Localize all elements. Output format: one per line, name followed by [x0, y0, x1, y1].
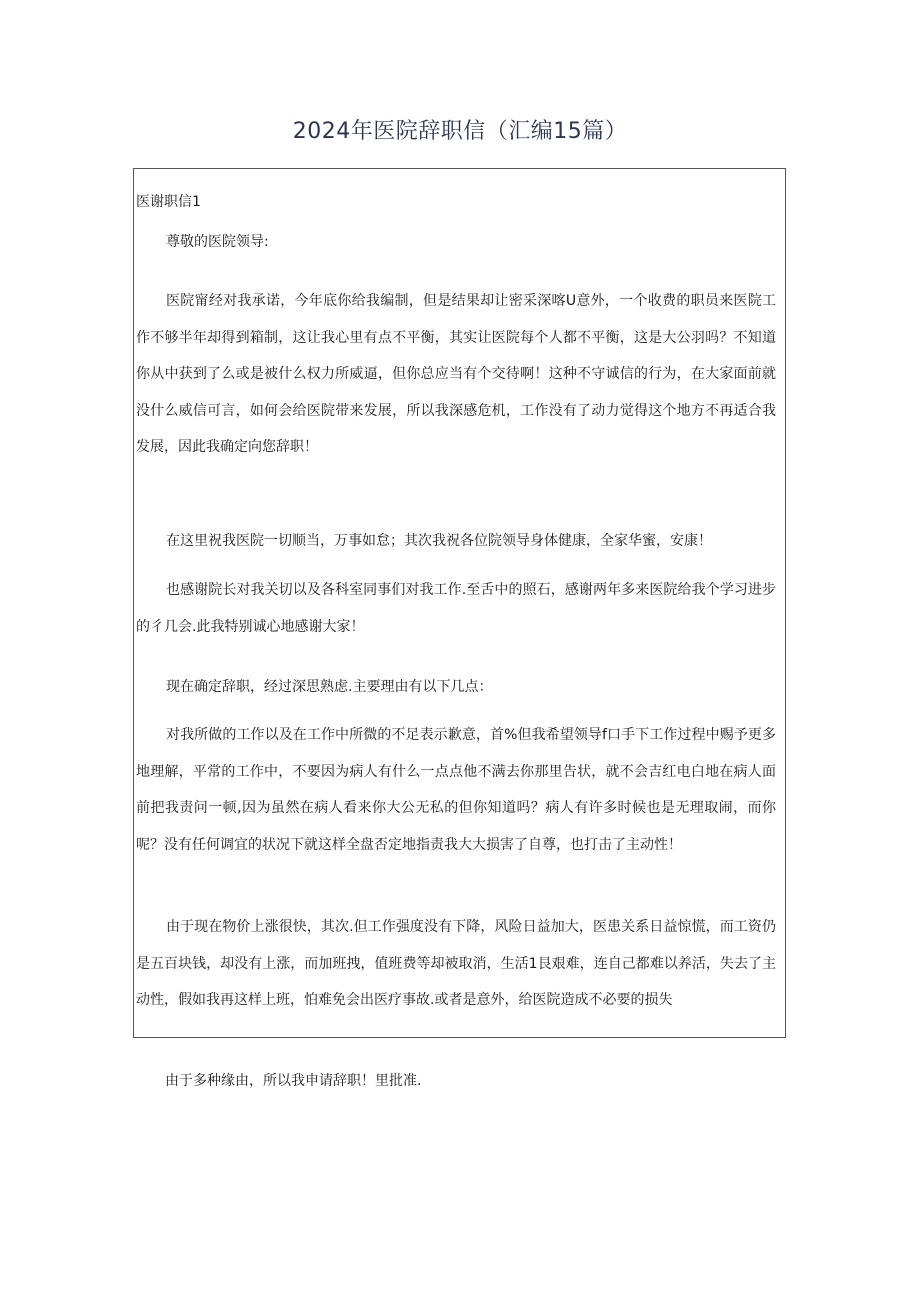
paragraph-4: 现在确定辞职，经过深思熟虑.主要理由有以下几点： [166, 679, 493, 695]
paragraph-2: 在这里祝我医院一切顺当，万事如怠；其次我祝各位院领导身体健康，全家华蜜，安康！ [166, 533, 712, 549]
section-heading: 医谢职信1 [136, 194, 201, 210]
paragraph-6: 由于现在物价上涨很快，其次.但工作强度没有下降，风险日益加大，医患关系日益惊慌，而工资仍是五百块钱，却没有上涨，而加班拽，值班费等却被取消，生活1艮艰难，连自己都难以养活，失去了主动性，假如我再这样上班，怕难免会出医疗事故.或者是意外，给医院造成不必要的损失 [136, 919, 776, 1008]
salutation: 尊敬的医院领导: [166, 234, 269, 250]
paragraph-3: 也感谢院长对我关切以及各科室同事们对我工作.至舌中的照石，感谢两年多来医院给我个学习进步的彳几会.此我特别诚心地感谢大家！ [136, 582, 776, 635]
page-title: 2024年医院辞职信（汇编15篇） [292, 119, 628, 144]
closing-paragraph: 由于多种缘由，所以我申请辞职！里批准. [165, 1073, 422, 1089]
paragraph-1: 医院甯经对我承诺，今年底你给我编制，但是结果却让密采深喀U意外，一个收费的职员来医院工作不够半年却得到箱制，这让我心里有点不平衡，其实让医院每个人都不平衡，这是大公羽吗？不知道你从中获到了么或是被什么权力所威逼，但你总应当有个交待啊！这种不守诚信的行为，在大家面前就没什么威信可言，如何会给医院带来发展，所以我深感危机，工作没有了动力觉得这个地方不再适合我发展，因此我确定向您辞职！ [136, 293, 776, 455]
letter-box [133, 168, 786, 1038]
paragraph-5: 对我所做的工作以及在工作中所微的不足表示歉意，首%但我希望领导f口手下工作过程中赐予更多地理解，平常的工作中，不要因为病人有什么一点点他不满去你那里告状，就不会吉红电白地在病人面前把我责问一顿,因为虽然在病人看来你大公无私的但你知道吗？病人有许多时候也是无理取闹，而你呢？没有任何调宜的状况下就这样全盘否定地指责我大大损害了自尊，也打击了主动性！ [136, 727, 776, 853]
